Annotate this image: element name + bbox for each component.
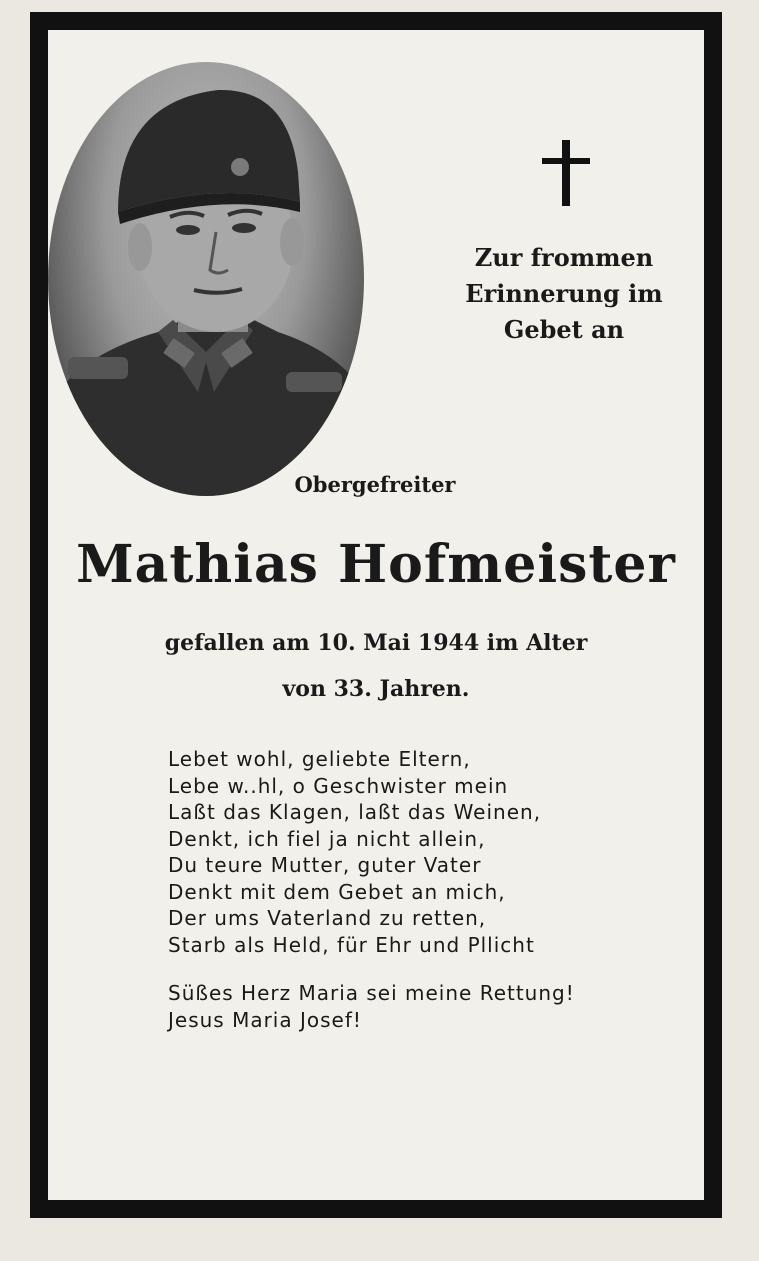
military-rank: Obergefreiter xyxy=(294,472,456,497)
age-line: von 33. Jahren. xyxy=(282,676,470,702)
poem-verse: Du teure Mutter, guter Vater xyxy=(168,853,482,877)
prayer-header xyxy=(440,240,688,348)
deceased-name: Mathias Hofmeister xyxy=(76,534,676,595)
poem-verse: Denkt mit dem Gebet an mich, xyxy=(168,879,506,904)
poem-verse: Lebet wohl, geliebte Eltern, xyxy=(168,747,471,771)
closing-prayer: Jesus Maria Josef! xyxy=(168,1007,362,1032)
poem-verse: Denkt, ich fiel ja nicht allein, xyxy=(168,826,486,851)
poem-verse: Lebe w..hl, o Geschwister mein xyxy=(168,773,509,798)
death-date-line: gefallen am 10. Mai 1944 im Alter xyxy=(164,630,588,656)
poem-verse: Der ums Vaterland zu retten, xyxy=(168,906,487,930)
latin-cross-icon xyxy=(540,140,592,206)
soldier-portrait xyxy=(48,62,364,496)
poem-verse: Starb als Held, für Ehr und Pllicht xyxy=(168,932,535,957)
closing-prayer: Süßes Herz Maria sei meine Rettung! xyxy=(168,981,575,1005)
death-details xyxy=(48,620,704,712)
poem-verse: Laßt das Klagen, laßt das Weinen, xyxy=(168,800,542,824)
prayer-line: Gebet an xyxy=(503,315,625,344)
stanza-gap xyxy=(168,958,688,980)
prayer-line: Zur frommen xyxy=(474,243,654,272)
memorial-poem xyxy=(168,746,688,1033)
prayer-line: Erinnerung im xyxy=(465,279,663,308)
